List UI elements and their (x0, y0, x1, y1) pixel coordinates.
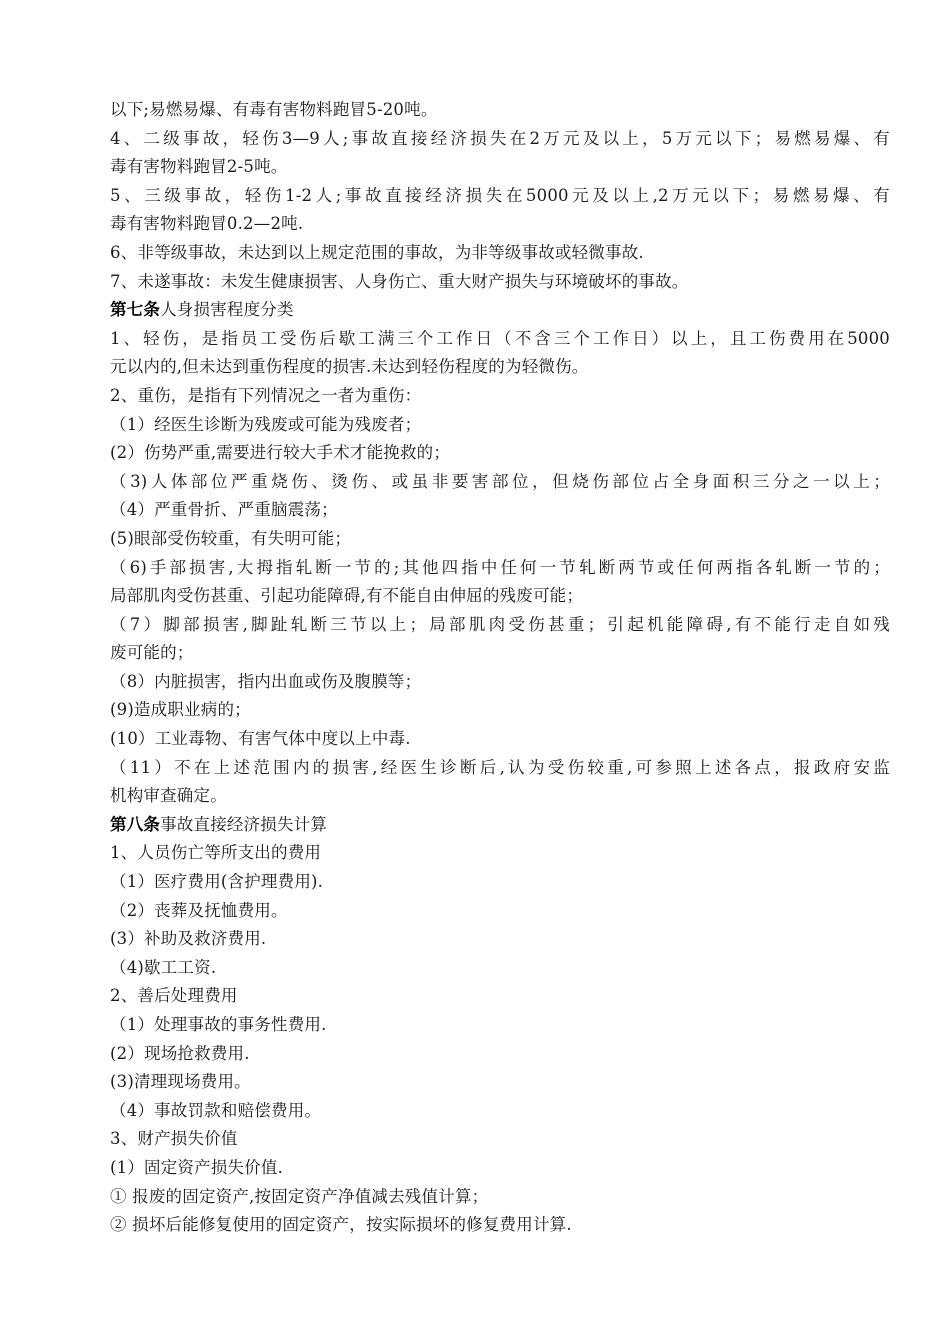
line-text: 2、重伤，是指有下列情况之一者为重伤： (110, 385, 422, 405)
text-line (110, 1011, 890, 1040)
line-text: 1、人员伤亡等所支出的费用 (110, 843, 322, 863)
line-text: 机构审查确定。 (110, 786, 227, 806)
text-line (110, 582, 890, 611)
text-line (110, 268, 890, 297)
text-line (110, 96, 890, 125)
text-line (110, 639, 890, 668)
line-text: ② 损坏后能修复使用的固定资产，按实际损坏的修复费用计算. (110, 1215, 572, 1235)
text-line (110, 611, 890, 640)
line-text: （7）脚部损害,脚趾轧断三节以上；局部肌肉受伤甚重；引起机能障碍,有不能行走自如残 (110, 614, 890, 634)
line-text: （6)手部损害,大拇指轧断一节的;其他四指中任何一节轧断两节或任何两指各轧断一节的； (110, 557, 890, 577)
line-text: （4）事故罚款和赔偿费用。 (110, 1100, 322, 1120)
text-line (110, 325, 890, 354)
line-text: (3）补助及救济费用. (110, 929, 267, 949)
line-text: 元以内的,但未达到重伤程度的损害.未达到轻伤程度的为轻微伤。 (110, 357, 589, 377)
text-line (110, 496, 890, 525)
line-text: 5、三级事故，轻伤1-2人;事故直接经济损失在5000元及以上,2万元以下；易燃易爆、有 (110, 185, 890, 205)
line-text: （3)人体部位严重烧伤、烫伤、或虽非要害部位，但烧伤部位占全身面积三分之一以上； (110, 471, 890, 491)
line-text: (2）现场抢救费用. (110, 1043, 250, 1063)
line-text: （1）医疗费用(含护理费用). (110, 872, 324, 892)
text-line (110, 696, 890, 725)
line-text: （11）不在上述范围内的损害,经医生诊断后,认为受伤较重,可参照上述各点，报政府安监 (110, 757, 890, 777)
line-text: 毒有害物料跑冒2-5吨。 (110, 157, 288, 177)
text-line (110, 554, 890, 583)
article-number: 第八条 (110, 814, 161, 834)
text-line (110, 382, 890, 411)
line-text: 局部肌肉受伤甚重、引起功能障碍,有不能自由伸屈的残废可能； (110, 586, 584, 606)
text-line (110, 411, 890, 440)
article-title: 事故直接经济损失计算 (160, 814, 328, 834)
text-line (110, 1211, 890, 1240)
line-text: 毒有害物料跑冒0.2—2吨. (110, 214, 304, 234)
line-text: (3)清理现场费用。 (110, 1072, 251, 1092)
text-line (110, 153, 890, 182)
text-line (110, 897, 890, 926)
section-heading-line (110, 811, 890, 840)
line-text: (9)造成职业病的； (110, 700, 251, 720)
text-line (110, 725, 890, 754)
line-text: 7、未遂事故：未发生健康损害、人身伤亡、重大财产损失与环境破坏的事故。 (110, 271, 689, 291)
text-line (110, 925, 890, 954)
line-text: (2）伤势严重,需要进行较大手术才能挽救的； (110, 443, 451, 463)
document-page (110, 96, 890, 1240)
line-text: 4、二级事故，轻伤3—9人;事故直接经济损失在2万元及以上，5万元以下；易燃易爆、有 (110, 128, 890, 148)
text-line (110, 1154, 890, 1183)
section-heading-line (110, 296, 890, 325)
text-line (110, 668, 890, 697)
line-text: 废可能的； (110, 643, 194, 663)
text-line (110, 1040, 890, 1069)
line-text: (5)眼部受伤较重，有失明可能； (110, 528, 352, 548)
line-text: （1）处理事故的事务性费用. (110, 1015, 327, 1034)
text-line (110, 1183, 890, 1212)
text-line (110, 468, 890, 497)
text-line (110, 982, 890, 1011)
text-line (110, 182, 890, 211)
line-text: 1、轻伤，是指员工受伤后歇工满三个工作日（不含三个工作日）以上，且工伤费用在5000 (110, 328, 890, 348)
text-line (110, 839, 890, 868)
text-line (110, 868, 890, 897)
line-text: （4）严重骨折、严重脑震荡； (110, 500, 338, 520)
text-line (110, 239, 890, 268)
line-text: 2、善后处理费用 (110, 986, 238, 1006)
line-text: (10）工业毒物、有害气体中度以上中毒. (110, 729, 411, 749)
article-title: 人身损害程度分类 (160, 300, 294, 320)
article-number: 第七条 (110, 300, 161, 320)
text-line (110, 954, 890, 983)
text-line (110, 525, 890, 554)
line-text: （4)歇工工资. (110, 957, 217, 977)
line-text: 以下;易燃易爆、有毒有害物料跑冒5-20吨。 (110, 100, 438, 119)
text-line (110, 754, 890, 783)
line-text: (1）固定资产损失价值. (110, 1157, 284, 1177)
text-line (110, 210, 890, 239)
line-text: （8）内脏损害，指内出血或伤及腹膜等； (110, 671, 422, 691)
text-line (110, 1125, 890, 1154)
line-text: ① 报废的固定资产,按固定资产净值减去残值计算； (110, 1186, 489, 1206)
text-line (110, 439, 890, 468)
line-text: 3、财产损失价值 (110, 1129, 238, 1149)
line-text: 6、非等级事故，未达到以上规定范围的事故，为非等级事故或轻微事故. (110, 242, 644, 262)
line-text: （2）丧葬及抚恤费用。 (110, 900, 288, 920)
text-line (110, 1068, 890, 1097)
text-line (110, 353, 890, 382)
line-text: （1）经医生诊断为残废或可能为残废者； (110, 414, 422, 434)
text-line (110, 125, 890, 154)
text-line (110, 782, 890, 811)
text-line (110, 1097, 890, 1126)
